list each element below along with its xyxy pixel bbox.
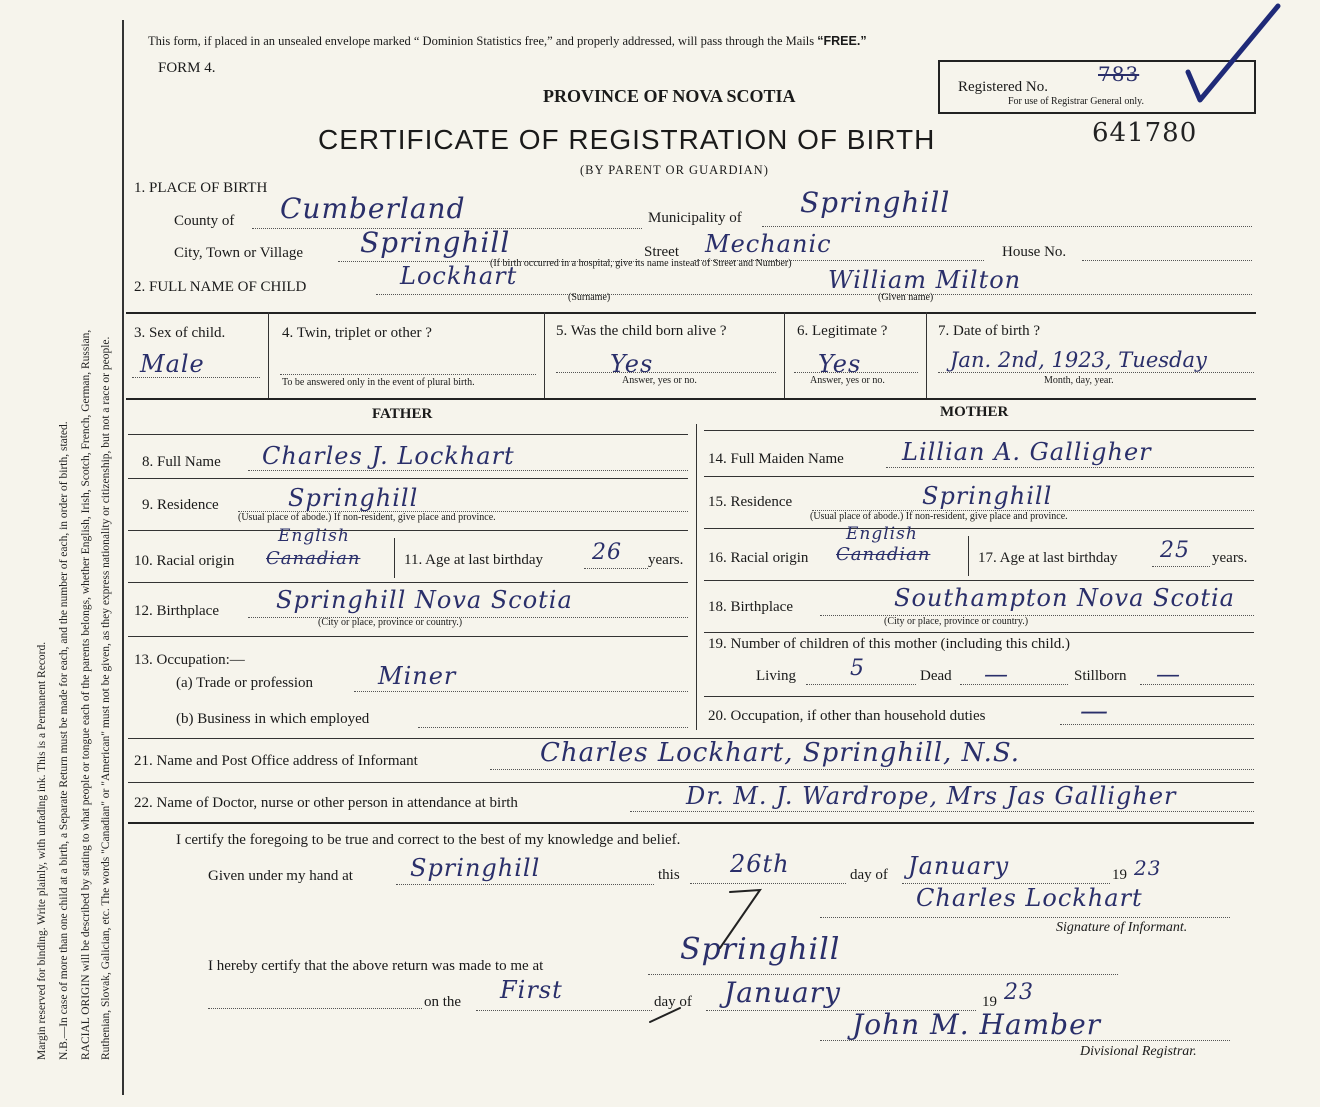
- registrar-day-of-label: day of: [654, 994, 692, 1010]
- father-race-struck: Canadian: [266, 548, 361, 569]
- given-under-hand-label: Given under my hand at: [208, 868, 353, 884]
- dead-value: —: [984, 660, 1009, 688]
- legitimate-note: Answer, yes or no.: [810, 375, 885, 386]
- certificate-title: CERTIFICATE OF REGISTRATION OF BIRTH: [318, 124, 936, 155]
- street-value: Mechanic: [705, 230, 832, 258]
- registrar-place-value: Springhill: [680, 932, 841, 967]
- row3-bottom-border: [126, 398, 1256, 400]
- registrar-year-suffix: 23: [1004, 980, 1034, 1005]
- mother-row-line-2: [704, 476, 1254, 477]
- father-heading: FATHER: [372, 406, 433, 422]
- house-number-label: House No.: [1002, 244, 1067, 260]
- mother-years-label: years.: [1212, 550, 1248, 566]
- sex-value: Male: [140, 350, 205, 378]
- cert-day-of-label: day of: [850, 867, 888, 883]
- municipality-label: Municipality of: [648, 210, 742, 226]
- city-value: Springhill: [360, 226, 511, 259]
- mother-residence-label: 15. Residence: [708, 494, 793, 510]
- given-place-line: [396, 884, 654, 885]
- registrar-lead-line: [208, 1008, 422, 1009]
- date-of-birth-line: [938, 372, 1254, 373]
- given-name-note: (Given name): [878, 292, 934, 303]
- father-occupation-label: 13. Occupation:—: [134, 652, 245, 668]
- father-race-divider: [394, 538, 395, 578]
- mother-race-label: 16. Racial origin: [708, 550, 809, 566]
- children-count-label: 19. Number of children of this mother (including this child.): [708, 636, 1071, 652]
- registrar-statement: I hereby certify that the above return was made to me at: [208, 958, 544, 974]
- margin-text-1: Margin reserved for binding. Write plainly, with unfading ink. This is a Permanent Record.: [36, 641, 48, 1060]
- registered-label: Registered No.: [958, 79, 1048, 95]
- father-row-line-1: [128, 434, 688, 435]
- registration-number: 641780: [1092, 118, 1198, 148]
- house-number-line: [1082, 260, 1252, 261]
- registrar-year-prefix: 19: [982, 994, 997, 1010]
- dead-line: [960, 684, 1068, 685]
- divisional-registrar-label: Divisional Registrar.: [1080, 1044, 1197, 1059]
- row3-divider-3: [784, 312, 785, 398]
- informant-line: [490, 769, 1254, 770]
- informant-signature: Charles Lockhart: [916, 884, 1143, 912]
- date-of-birth-value: Jan. 2nd, 1923, Tuesday: [950, 348, 1207, 372]
- cert-month-value: January: [908, 852, 1010, 880]
- mother-age-line: [1152, 566, 1210, 567]
- father-row-line-2: [128, 478, 688, 479]
- father-name-label: 8. Full Name: [142, 454, 221, 470]
- pen-stroke-mark: [610, 888, 810, 1028]
- twin-line: [280, 374, 536, 375]
- municipality-line: [762, 226, 1252, 227]
- mother-race-value: English: [846, 524, 918, 544]
- legitimate-label: 6. Legitimate ?: [797, 323, 888, 339]
- registrar-on-the-label: on the: [424, 994, 462, 1010]
- doctor-label: 22. Name of Doctor, nurse or other person in attendance at birth: [134, 795, 518, 811]
- mother-birthplace-value: Southampton Nova Scotia: [894, 584, 1235, 612]
- father-name-line: [248, 470, 688, 471]
- father-residence-value: Springhill: [288, 484, 419, 512]
- father-trade-label: (a) Trade or profession: [176, 675, 314, 691]
- twin-label: 4. Twin, triplet or other ?: [282, 325, 432, 341]
- mother-age-value: 25: [1160, 538, 1190, 563]
- informant-label: 21. Name and Post Office address of Informant: [134, 753, 418, 769]
- mother-occupation-label: 20. Occupation, if other than household duties: [708, 708, 986, 724]
- date-of-birth-note: Month, day, year.: [1044, 375, 1114, 386]
- row3-top-border: [126, 312, 1256, 314]
- signature-of-informant-label: Signature of Informant.: [1056, 920, 1188, 935]
- father-age-value: 26: [592, 540, 622, 565]
- father-trade-line: [354, 691, 688, 692]
- father-race-label: 10. Racial origin: [134, 553, 235, 569]
- registrar-signature: John M. Hamber: [852, 1008, 1102, 1041]
- born-alive-value: Yes: [610, 350, 654, 378]
- cert-year-suffix: 23: [1134, 856, 1162, 880]
- doctor-bottom-line: [128, 822, 1254, 824]
- dead-label: Dead: [920, 668, 952, 684]
- registrar-day-value: First: [500, 976, 563, 1004]
- stillborn-value: —: [1156, 660, 1181, 688]
- father-trade-value: Miner: [378, 662, 457, 690]
- mother-occupation-value: —: [1080, 694, 1109, 727]
- mother-birthplace-note: (City or place, province or country.): [884, 616, 1029, 627]
- mother-heading: MOTHER: [940, 404, 1009, 420]
- mother-race-struck: Canadian: [836, 544, 931, 565]
- child-surname: Lockhart: [400, 262, 518, 290]
- legitimate-value: Yes: [818, 350, 862, 378]
- mother-row-line-5: [704, 632, 1254, 633]
- row3-divider-4: [926, 312, 927, 398]
- given-place-value: Springhill: [410, 854, 541, 882]
- stillborn-label: Stillborn: [1074, 668, 1127, 684]
- born-alive-line: [556, 372, 776, 373]
- county-label: County of: [174, 213, 235, 229]
- father-years-label: years.: [648, 552, 684, 568]
- father-birthplace-line: [248, 617, 688, 618]
- mother-name-value: Lillian A. Galligher: [902, 438, 1152, 466]
- informant-value: Charles Lockhart, Springhill, N.S.: [540, 738, 1021, 768]
- doctor-value: Dr. M. J. Wardrope, Mrs Jas Galligher: [686, 782, 1177, 810]
- cert-day-value: 26th: [730, 850, 790, 878]
- informant-signature-line: [820, 917, 1230, 918]
- living-value: 5: [850, 656, 865, 681]
- child-name-line: [376, 294, 1252, 295]
- place-of-birth-label: 1. PLACE OF BIRTH: [134, 180, 268, 196]
- this-label: this: [658, 867, 680, 883]
- mother-row-line-6: [704, 696, 1254, 697]
- father-birthplace-label: 12. Birthplace: [134, 603, 219, 619]
- father-row-line-4: [128, 582, 688, 583]
- child-given-name: William Milton: [828, 266, 1022, 294]
- father-race-value: English: [278, 526, 350, 546]
- twin-note: To be answered only in the event of plural birth.: [282, 377, 475, 388]
- row3-divider-2: [544, 312, 545, 398]
- born-alive-note: Answer, yes or no.: [622, 375, 697, 386]
- father-name-value: Charles J. Lockhart: [262, 442, 515, 470]
- date-of-birth-label: 7. Date of birth ?: [938, 323, 1041, 339]
- mother-row-line-4: [704, 580, 1254, 581]
- father-business-label: (b) Business in which employed: [176, 711, 370, 727]
- county-value: Cumberland: [280, 192, 466, 225]
- mother-birthplace-label: 18. Birthplace: [708, 599, 793, 615]
- surname-note: (Surname): [568, 292, 611, 303]
- mother-residence-value: Springhill: [922, 482, 1053, 510]
- father-row-line-3: [128, 530, 688, 531]
- father-age-line: [584, 568, 648, 569]
- city-label: City, Town or Village: [174, 245, 304, 261]
- registered-number-struck: 783: [1098, 62, 1140, 86]
- living-label: Living: [756, 668, 796, 684]
- mother-residence-note: (Usual place of abode.) If non-resident, give place and province.: [810, 511, 1068, 522]
- mother-row-line-3: [704, 528, 1254, 529]
- margin-text-4: Ruthenian, Slovak, Galician, etc. The words "Canadian" or "American" must not be given, as they express nationality or citizenship, but not a race or people.: [100, 336, 112, 1060]
- margin-border: [122, 20, 124, 1095]
- father-birthplace-note: (City or place, province or country.): [318, 617, 463, 628]
- margin-text-3: RACIAL ORIGIN will be described by stating to what people or tongue each of the parents belongs, whether English, Irish, Scotch, French, German, Russian,: [80, 329, 92, 1060]
- father-row-line-5: [128, 636, 688, 637]
- registrar-month-value: January: [724, 976, 841, 1009]
- mother-row-line-1: [704, 430, 1254, 431]
- mother-race-divider: [968, 536, 969, 576]
- certify-statement: I certify the foregoing to be true and correct to the best of my knowledge and belief.: [176, 832, 681, 848]
- street-label: Street: [644, 244, 679, 260]
- margin-text-2: N.B.—In case of more than one child at a birth, a Separate Return must be made for each, and the number of each, in order of birth, stated.: [58, 421, 70, 1060]
- sex-label: 3. Sex of child.: [134, 325, 226, 341]
- registered-note: For use of Registrar General only.: [1008, 96, 1144, 107]
- born-alive-label: 5. Was the child born alive ?: [556, 323, 727, 339]
- mother-name-label: 14. Full Maiden Name: [708, 451, 844, 467]
- father-residence-note: (Usual place of abode.) If non-resident, give place and province.: [238, 512, 496, 523]
- father-birthplace-value: Springhill Nova Scotia: [276, 586, 573, 614]
- cert-year-prefix: 19: [1112, 867, 1127, 883]
- parents-divider: [696, 424, 697, 730]
- municipality-value: Springhill: [800, 186, 951, 219]
- father-business-line: [418, 727, 688, 728]
- mail-notice: This form, if placed in an unsealed envelope marked “ Dominion Statistics free,” and properly addressed, will pass through the Mails “FREE.”: [148, 34, 867, 48]
- father-age-label: 11. Age at last birthday: [404, 552, 543, 568]
- province-heading: PROVINCE OF NOVA SCOTIA: [543, 86, 796, 106]
- certificate-subtitle: (BY PARENT OR GUARDIAN): [580, 163, 769, 177]
- row3-divider-1: [268, 312, 269, 398]
- checkmark-icon: [1170, 0, 1290, 110]
- father-residence-label: 9. Residence: [142, 497, 219, 513]
- cert-day-line: [690, 883, 846, 884]
- mother-age-label: 17. Age at last birthday: [978, 550, 1118, 566]
- form-number: FORM 4.: [158, 60, 216, 76]
- living-line: [806, 684, 916, 685]
- child-name-label: 2. FULL NAME OF CHILD: [134, 279, 307, 295]
- doctor-line: [630, 811, 1254, 812]
- hospital-note: (If birth occurred in a hospital, give its name instead of Street and Number): [490, 258, 792, 269]
- mother-name-line: [886, 467, 1254, 468]
